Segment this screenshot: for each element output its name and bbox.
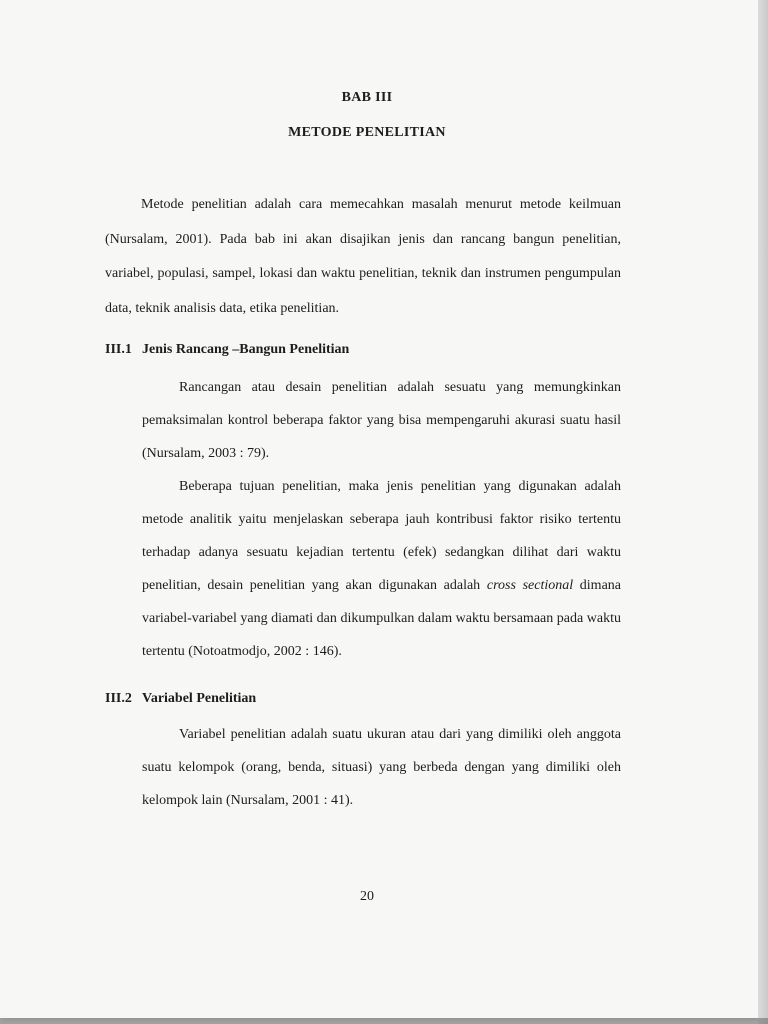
paragraph-tujuan-penelitian	[142, 470, 621, 668]
section-number: III.1	[105, 342, 132, 357]
italic-term: cross sectional	[486, 578, 574, 593]
chapter-label: BAB III	[341, 90, 393, 105]
intro-paragraph: Metode penelitian adalah cara memecahkan masalah menurut metode keilmuan (Nursalam, 2001). Pada bab ini akan disajikan jenis dan rancang bangun penelitian, variabel, populasi, sampel, lokasi dan waktu penelitian, teknik dan instrumen pengumpulan data, teknik analisis data, etika penelitian.	[105, 197, 621, 317]
section-title: Jenis Rancang –Bangun Penelitian	[142, 342, 350, 357]
section-number: III.2	[105, 691, 132, 706]
section-heading-jenis-rancang	[105, 342, 349, 358]
paragraph-text: Beberapa tujuan penelitian, maka jenis penelitian yang digunakan adalah metode analitik yaitu menjelaskan seberapa jauh kontribusi faktor risiko tertentu terhadap adanya sesuatu kejadian tertentu (efek) sedangkan dilihat dari waktu penelitian, desain penelitian yang akan digunakan adalah	[142, 479, 621, 593]
paragraph-text: dimana variabel-variabel yang diamati dan dikumpulkan dalam waktu bersamaan pada waktu tertentu (Notoatmodjo, 2002 : 146).	[142, 578, 622, 659]
chapter-title: METODE PENELITIAN	[288, 125, 446, 140]
paragraph-variabel: Variabel penelitian adalah suatu ukuran atau dari yang dimiliki oleh anggota suatu kelompok (orang, benda, situasi) yang berbeda dengan yang dimiliki oleh kelompok lain (Nursalam, 2001 : 41).	[142, 727, 621, 808]
section-title: Variabel Penelitian	[142, 691, 257, 706]
scan-bottom-edge	[0, 1018, 768, 1024]
page-number: 20	[360, 889, 374, 904]
paragraph-rancangan: Rancangan atau desain penelitian adalah sesuatu yang memungkinkan pemaksimalan kontrol beberapa faktor yang bisa mempengaruhi akurasi suatu hasil (Nursalam, 2003 : 79).	[142, 380, 621, 461]
scan-edge-shadow	[758, 0, 768, 1024]
section-heading-variabel	[105, 691, 256, 707]
